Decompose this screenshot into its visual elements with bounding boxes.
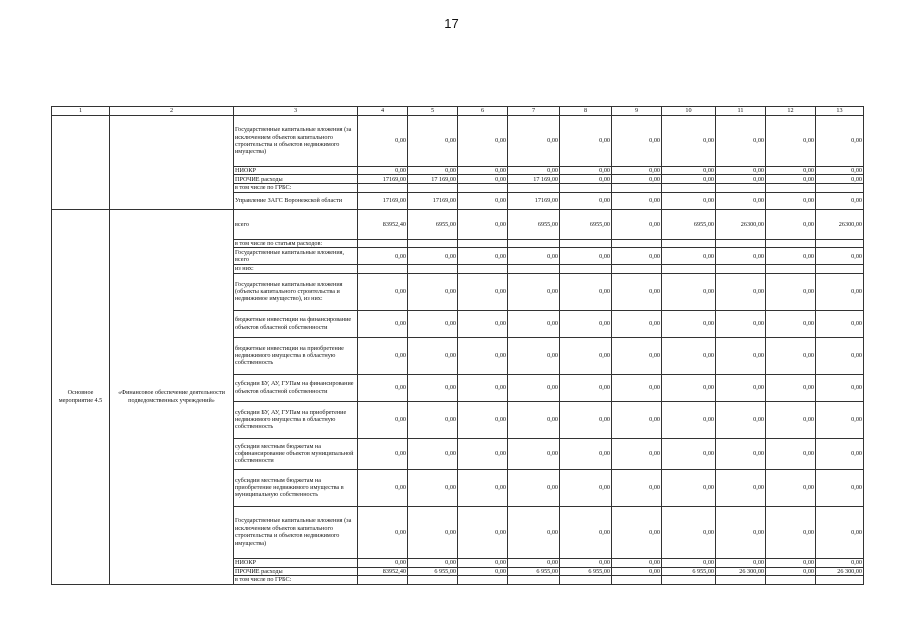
value-cell — [662, 265, 716, 273]
row-label: НИОКР — [234, 167, 358, 175]
row-label: в том числе по статьям расходов: — [234, 239, 358, 247]
row-group-cell — [52, 116, 110, 210]
column-header: 11 — [716, 107, 766, 116]
value-cell: 0,00 — [458, 337, 508, 374]
column-header: 7 — [508, 107, 560, 116]
value-cell: 0,00 — [816, 167, 864, 175]
value-cell — [560, 184, 612, 192]
value-cell: 0,00 — [662, 438, 716, 469]
column-header: 1 — [52, 107, 110, 116]
value-cell: 0,00 — [358, 558, 408, 567]
row-label: Государственные капитальные вложения (за исключением объектов капитального строительства и объектов недвижимого имущества) — [234, 506, 358, 558]
column-header: 8 — [560, 107, 612, 116]
value-cell: 0,00 — [716, 506, 766, 558]
value-cell — [766, 576, 816, 584]
value-cell: 0,00 — [358, 374, 408, 401]
value-cell — [508, 576, 560, 584]
value-cell: 0,00 — [662, 273, 716, 310]
value-cell: 0,00 — [408, 273, 458, 310]
value-cell — [508, 265, 560, 273]
value-cell: 0,00 — [612, 374, 662, 401]
value-cell: 0,00 — [766, 506, 816, 558]
value-cell: 0,00 — [508, 506, 560, 558]
value-cell: 17169,00 — [358, 192, 408, 209]
value-cell: 0,00 — [816, 438, 864, 469]
value-cell — [408, 576, 458, 584]
value-cell: 0,00 — [560, 192, 612, 209]
value-cell: 0,00 — [716, 401, 766, 438]
value-cell: 0,00 — [816, 337, 864, 374]
value-cell: 6 955,00 — [662, 567, 716, 575]
row-label: всего — [234, 209, 358, 239]
row-label: из них: — [234, 265, 358, 273]
value-cell: 0,00 — [508, 374, 560, 401]
value-cell — [358, 265, 408, 273]
value-cell: 0,00 — [766, 192, 816, 209]
value-cell: 0,00 — [612, 192, 662, 209]
value-cell: 0,00 — [716, 192, 766, 209]
value-cell — [766, 239, 816, 247]
value-cell: 0,00 — [716, 116, 766, 167]
value-cell: 0,00 — [408, 438, 458, 469]
value-cell: 0,00 — [560, 337, 612, 374]
value-cell: 0,00 — [458, 248, 508, 265]
value-cell: 6955,00 — [408, 209, 458, 239]
value-cell: 0,00 — [560, 175, 612, 184]
value-cell: 0,00 — [662, 337, 716, 374]
value-cell: 0,00 — [560, 167, 612, 175]
value-cell: 0,00 — [816, 116, 864, 167]
value-cell: 0,00 — [458, 167, 508, 175]
value-cell: 0,00 — [662, 192, 716, 209]
value-cell — [816, 265, 864, 273]
value-cell: 0,00 — [816, 192, 864, 209]
value-cell: 0,00 — [408, 469, 458, 506]
value-cell: 0,00 — [560, 506, 612, 558]
value-cell — [358, 576, 408, 584]
value-cell: 0,00 — [560, 438, 612, 469]
column-header: 4 — [358, 107, 408, 116]
value-cell: 0,00 — [662, 374, 716, 401]
value-cell: 0,00 — [766, 567, 816, 575]
value-cell: 0,00 — [612, 567, 662, 575]
value-cell: 0,00 — [458, 209, 508, 239]
value-cell: 0,00 — [766, 337, 816, 374]
value-cell — [716, 239, 766, 247]
value-cell: 6 955,00 — [408, 567, 458, 575]
column-header: 5 — [408, 107, 458, 116]
column-header: 3 — [234, 107, 358, 116]
value-cell: 0,00 — [716, 337, 766, 374]
value-cell: 0,00 — [716, 175, 766, 184]
row-label: Управление ЗАГС Воронежской области — [234, 192, 358, 209]
value-cell: 0,00 — [612, 116, 662, 167]
value-cell: 0,00 — [612, 167, 662, 175]
value-cell: 0,00 — [716, 374, 766, 401]
value-cell: 0,00 — [560, 310, 612, 337]
value-cell: 0,00 — [560, 374, 612, 401]
value-cell: 0,00 — [662, 558, 716, 567]
value-cell: 0,00 — [458, 567, 508, 575]
value-cell: 0,00 — [358, 506, 408, 558]
value-cell: 0,00 — [766, 401, 816, 438]
value-cell — [358, 184, 408, 192]
value-cell: 0,00 — [716, 167, 766, 175]
value-cell: 0,00 — [358, 401, 408, 438]
value-cell — [716, 576, 766, 584]
value-cell: 0,00 — [408, 167, 458, 175]
value-cell: 0,00 — [612, 273, 662, 310]
value-cell: 6 955,00 — [560, 567, 612, 575]
value-cell — [560, 239, 612, 247]
value-cell — [612, 239, 662, 247]
row-label: субсидии местным бюджетам на приобретение недвижимого имущества в муниципальную собственность — [234, 469, 358, 506]
value-cell: 0,00 — [766, 374, 816, 401]
value-cell — [716, 265, 766, 273]
value-cell: 0,00 — [408, 337, 458, 374]
value-cell: 0,00 — [716, 248, 766, 265]
value-cell — [816, 239, 864, 247]
value-cell: 0,00 — [508, 469, 560, 506]
value-cell: 0,00 — [612, 438, 662, 469]
value-cell: 0,00 — [662, 469, 716, 506]
value-cell: 0,00 — [560, 248, 612, 265]
value-cell — [816, 576, 864, 584]
row-label: в том числе по ГРБС: — [234, 184, 358, 192]
value-cell: 0,00 — [716, 310, 766, 337]
row-label: субсидии БУ, АУ, ГУПам на приобретение недвижимого имущества в областную собственность — [234, 401, 358, 438]
value-cell: 0,00 — [508, 116, 560, 167]
value-cell: 0,00 — [560, 469, 612, 506]
value-cell: 17 169,00 — [408, 175, 458, 184]
value-cell: 0,00 — [816, 175, 864, 184]
value-cell — [716, 184, 766, 192]
value-cell: 26 300,00 — [816, 567, 864, 575]
table-header-row — [52, 107, 864, 116]
column-header: 10 — [662, 107, 716, 116]
value-cell: 0,00 — [508, 248, 560, 265]
row-label: бюджетные инвестиции на финансирование объектов областной собственности — [234, 310, 358, 337]
value-cell: 0,00 — [408, 310, 458, 337]
column-header: 6 — [458, 107, 508, 116]
value-cell: 0,00 — [612, 469, 662, 506]
value-cell: 0,00 — [458, 506, 508, 558]
value-cell: 0,00 — [560, 401, 612, 438]
row-label: Государственные капитальные вложения, всего — [234, 248, 358, 265]
value-cell — [408, 184, 458, 192]
value-cell: 0,00 — [766, 438, 816, 469]
value-cell — [508, 239, 560, 247]
value-cell: 0,00 — [560, 558, 612, 567]
value-cell: 0,00 — [508, 337, 560, 374]
value-cell: 0,00 — [560, 273, 612, 310]
value-cell — [766, 265, 816, 273]
value-cell: 26 300,00 — [716, 567, 766, 575]
value-cell: 0,00 — [508, 558, 560, 567]
value-cell: 0,00 — [358, 273, 408, 310]
value-cell: 0,00 — [458, 175, 508, 184]
value-cell: 0,00 — [612, 337, 662, 374]
value-cell: 0,00 — [716, 469, 766, 506]
value-cell: 0,00 — [716, 558, 766, 567]
value-cell: 0,00 — [458, 401, 508, 438]
value-cell — [662, 239, 716, 247]
column-header: 9 — [612, 107, 662, 116]
value-cell: 0,00 — [358, 337, 408, 374]
row-label: ПРОЧИЕ расходы — [234, 567, 358, 575]
value-cell: 0,00 — [358, 167, 408, 175]
value-cell: 0,00 — [816, 248, 864, 265]
value-cell: 0,00 — [408, 374, 458, 401]
value-cell: 83952,40 — [358, 209, 408, 239]
value-cell: 0,00 — [508, 273, 560, 310]
value-cell: 6955,00 — [508, 209, 560, 239]
value-cell: 0,00 — [766, 273, 816, 310]
value-cell — [458, 265, 508, 273]
value-cell: 0,00 — [508, 438, 560, 469]
value-cell: 0,00 — [716, 273, 766, 310]
value-cell: 0,00 — [662, 506, 716, 558]
value-cell: 0,00 — [662, 401, 716, 438]
row-group-cell — [110, 116, 234, 210]
value-cell: 0,00 — [560, 116, 612, 167]
value-cell: 0,00 — [358, 248, 408, 265]
row-label: субсидии местным бюджетам на софинансирование объектов муниципальной собственности — [234, 438, 358, 469]
value-cell: 83952,40 — [358, 567, 408, 575]
value-cell — [612, 184, 662, 192]
value-cell — [358, 239, 408, 247]
value-cell: 0,00 — [458, 116, 508, 167]
value-cell: 0,00 — [458, 273, 508, 310]
value-cell: 0,00 — [766, 209, 816, 239]
value-cell — [612, 576, 662, 584]
value-cell: 0,00 — [766, 558, 816, 567]
value-cell: 0,00 — [612, 209, 662, 239]
value-cell: 0,00 — [766, 167, 816, 175]
value-cell — [458, 239, 508, 247]
value-cell: 0,00 — [612, 175, 662, 184]
value-cell: 0,00 — [766, 116, 816, 167]
value-cell: 17169,00 — [408, 192, 458, 209]
value-cell: 0,00 — [358, 438, 408, 469]
row-label: Государственные капитальные вложения (за исключением объектов капитального строительства и объектов недвижимого имущества) — [234, 116, 358, 167]
value-cell: 0,00 — [358, 116, 408, 167]
value-cell — [458, 184, 508, 192]
value-cell: 0,00 — [508, 167, 560, 175]
value-cell: 0,00 — [766, 248, 816, 265]
value-cell — [560, 576, 612, 584]
value-cell: 6955,00 — [662, 209, 716, 239]
value-cell: 0,00 — [662, 116, 716, 167]
value-cell — [662, 184, 716, 192]
row-label: в том числе по ГРБС: — [234, 576, 358, 584]
value-cell — [408, 239, 458, 247]
value-cell: 0,00 — [816, 558, 864, 567]
row-label: бюджетные инвестиции на приобретение недвижимого имущества в областную собственность — [234, 337, 358, 374]
row-label: ПРОЧИЕ расходы — [234, 175, 358, 184]
value-cell: 0,00 — [816, 506, 864, 558]
measure-name-cell: «Финансовое обеспечение деятельности подведомственных учреждений» — [110, 209, 234, 584]
value-cell: 0,00 — [458, 438, 508, 469]
value-cell: 0,00 — [358, 469, 408, 506]
value-cell: 0,00 — [408, 558, 458, 567]
value-cell: 0,00 — [662, 248, 716, 265]
value-cell: 0,00 — [816, 310, 864, 337]
value-cell: 0,00 — [662, 310, 716, 337]
value-cell: 0,00 — [766, 310, 816, 337]
value-cell: 0,00 — [662, 175, 716, 184]
value-cell: 0,00 — [612, 248, 662, 265]
table-row — [52, 116, 864, 167]
value-cell: 0,00 — [458, 558, 508, 567]
value-cell: 0,00 — [458, 374, 508, 401]
value-cell — [662, 576, 716, 584]
column-header: 12 — [766, 107, 816, 116]
budget-table — [51, 106, 864, 585]
value-cell: 0,00 — [612, 558, 662, 567]
value-cell: 17169,00 — [358, 175, 408, 184]
page-number: 17 — [444, 16, 459, 31]
value-cell — [560, 265, 612, 273]
value-cell: 0,00 — [458, 310, 508, 337]
value-cell: 0,00 — [716, 438, 766, 469]
table-row — [52, 209, 864, 239]
value-cell: 0,00 — [816, 401, 864, 438]
value-cell: 6955,00 — [560, 209, 612, 239]
value-cell: 0,00 — [816, 374, 864, 401]
value-cell: 0,00 — [816, 273, 864, 310]
value-cell: 0,00 — [662, 167, 716, 175]
value-cell — [816, 184, 864, 192]
value-cell: 0,00 — [458, 469, 508, 506]
value-cell: 0,00 — [408, 248, 458, 265]
value-cell: 0,00 — [358, 310, 408, 337]
value-cell: 0,00 — [508, 310, 560, 337]
value-cell: 0,00 — [408, 116, 458, 167]
value-cell: 26300,00 — [816, 209, 864, 239]
value-cell — [458, 576, 508, 584]
column-header: 2 — [110, 107, 234, 116]
value-cell: 0,00 — [458, 192, 508, 209]
row-label: НИОКР — [234, 558, 358, 567]
value-cell: 0,00 — [508, 401, 560, 438]
value-cell: 0,00 — [408, 401, 458, 438]
value-cell: 0,00 — [612, 310, 662, 337]
value-cell — [508, 184, 560, 192]
value-cell — [408, 265, 458, 273]
row-label: субсидии БУ, АУ, ГУПам на финансирование объектов областной собственности — [234, 374, 358, 401]
row-label: Государственные капитальные вложения (объекты капитального строительства и недвижимое имущество), из них: — [234, 273, 358, 310]
measure-code-cell: Основное мероприятие 4.5 — [52, 209, 110, 584]
value-cell — [766, 184, 816, 192]
value-cell: 0,00 — [408, 506, 458, 558]
value-cell: 0,00 — [766, 469, 816, 506]
column-header: 13 — [816, 107, 864, 116]
value-cell: 0,00 — [612, 401, 662, 438]
value-cell: 6 955,00 — [508, 567, 560, 575]
value-cell: 26300,00 — [716, 209, 766, 239]
value-cell: 17 169,00 — [508, 175, 560, 184]
value-cell — [612, 265, 662, 273]
value-cell: 0,00 — [612, 506, 662, 558]
value-cell: 0,00 — [766, 175, 816, 184]
value-cell: 0,00 — [816, 469, 864, 506]
value-cell: 17169,00 — [508, 192, 560, 209]
